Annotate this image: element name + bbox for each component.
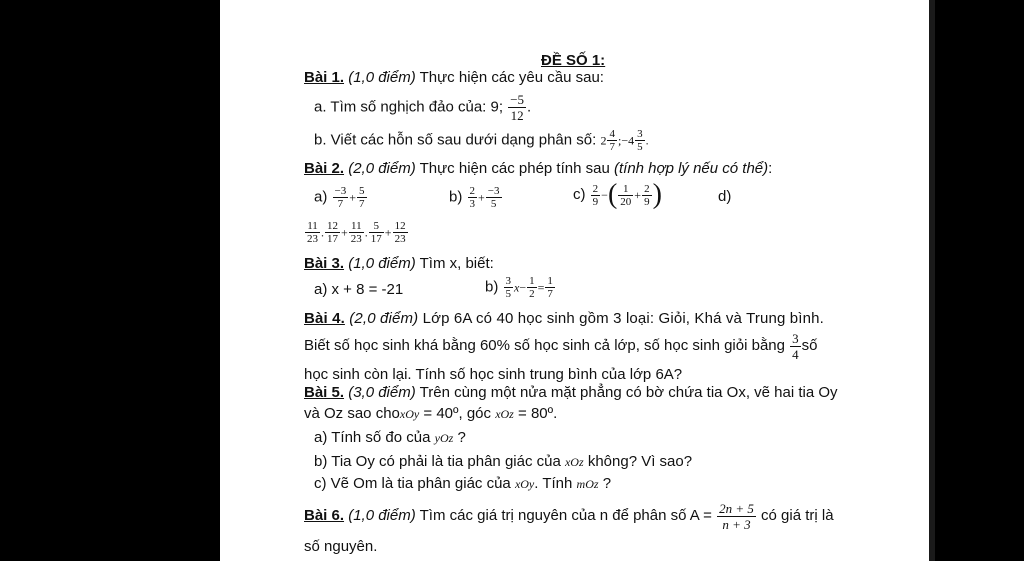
right-black-margin xyxy=(929,0,1024,561)
bai6-fraction: $\frac{2n + 5}{n + 3}$ xyxy=(719,500,754,532)
mixed1-fraction: $\frac{4}{7}$ xyxy=(609,128,615,153)
bai2-d-frac5: $\frac{12}{23}$ xyxy=(394,220,406,245)
bai1-b-text: b. Viết các hỗn số sau dưới dạng phân số: xyxy=(314,131,597,149)
angle-xoy-c: xOy xyxy=(514,477,535,491)
bai4-fraction: $\frac{3}{4}$ xyxy=(792,330,799,362)
bai1-a-end: . xyxy=(527,98,532,116)
bai2-item-d-label: d) xyxy=(718,188,732,205)
bai2-c-frac2: $\frac{1}{20}$ xyxy=(620,182,632,208)
bai2-heading: Bài 2. (2,0 điểm) Thực hiện các phép tính sau (tính hợp lý nếu có thể): xyxy=(304,160,773,177)
bai3-intro: Tìm x, biết: xyxy=(419,255,494,272)
bai2-c-frac1: $\frac{2}{9}$ xyxy=(592,182,599,208)
bai5-label: Bài 5. xyxy=(304,384,345,401)
bai1-item-a xyxy=(314,92,531,123)
bai5-item-a: a) Tính số đo của yOz ? xyxy=(314,429,466,446)
bai3-b-frac2: $\frac{1}{2}$ xyxy=(529,275,535,300)
bai6-line2: số nguyên. xyxy=(304,538,378,555)
bai3-heading xyxy=(304,255,494,273)
bai4-line2: Biết số học sinh khá bằng 60% số học sinh cả lớp, số học sinh giỏi bằng $\frac{3}{4}$ số xyxy=(304,330,818,362)
bai1-a-fraction: $\frac{-5}{12}$ xyxy=(510,92,525,123)
bai4-text-1: Lớp 6A có 40 học sinh gồm 3 loại: Giỏi, Khá và Trung bình. xyxy=(422,310,824,327)
bai3-b-frac3: $\frac{1}{7}$ xyxy=(547,275,553,300)
bai3-label: Bài 3. xyxy=(304,255,345,272)
angle-yoz: yOz xyxy=(434,431,454,445)
bai2-item-a: a) $\frac{-3}{7}$ + $\frac{5}{7}$ xyxy=(314,185,365,210)
mixed2-whole: −4 xyxy=(621,133,635,148)
bai2-b-frac1: $\frac{2}{3}$ xyxy=(469,185,476,210)
document-page xyxy=(220,0,929,561)
bai5-line2: và Oz sao choxOy = 40º, góc xOz = 80º. xyxy=(304,405,558,422)
bai5-item-b: b) Tia Oy có phải là tia phân giác của xOz không? Vì sao? xyxy=(314,453,693,470)
page-title: ĐỀ SỐ 1: xyxy=(541,52,606,69)
bai2-d-frac4: $\frac{5}{17}$ xyxy=(370,220,382,245)
bai1-intro: Thực hiện các yêu cầu sau: xyxy=(419,69,604,86)
bai5-points: (3,0 điểm) xyxy=(348,384,416,401)
mixed1-whole: 2 xyxy=(600,133,607,148)
bai2-item-c: c) $\frac{2}{9}$ −( $\frac{1}{20}$ + $\frac{2}{9}$ ) xyxy=(573,179,662,210)
bai1-points: (1,0 điểm) xyxy=(348,69,416,86)
bai2-c-frac3: $\frac{2}{9}$ xyxy=(644,182,650,208)
bai3-points: (1,0 điểm) xyxy=(348,255,416,272)
bai5-line1 xyxy=(304,384,838,402)
angle-xoz: xOz xyxy=(495,407,514,421)
bai2-a-frac1: $\frac{-3}{7}$ xyxy=(334,185,347,210)
bai5-item-c: c) Vẽ Om là tia phân giác của xOy. Tính mOz ? xyxy=(314,475,612,492)
bai1-heading xyxy=(304,69,604,87)
bai3-item-b: b) $\frac{3}{5}$ x− $\frac{1}{2}$ = $\frac{1}{7}$ xyxy=(485,275,553,300)
bai2-d-frac2: $\frac{12}{17}$ xyxy=(327,220,338,245)
bai2-b-frac2: $\frac{-3}{5}$ xyxy=(487,185,500,210)
bai2-note: (tính hợp lý nếu có thể) xyxy=(613,160,769,177)
angle-xoz-b: xOz xyxy=(564,455,584,469)
mixed2-fraction: $\frac{3}{5}$ xyxy=(637,128,643,153)
bai2-d-frac3: $\frac{11}{23}$ xyxy=(350,220,362,245)
bai2-item-d-expression: $\frac{11}{23}$ . $\frac{12}{17}$ + $\frac{11}{23}$ . $\frac{5}{17}$ + $\frac{12}{23}$ xyxy=(307,220,406,245)
bai1-item-b: b. Viết các hỗn số sau dưới dạng phân số: 2 $\frac{4}{7}$ ;−4 $\frac{3}{5}$ . xyxy=(314,128,649,153)
angle-xoy: xOy xyxy=(399,407,420,421)
bai2-label: Bài 2. xyxy=(304,160,345,177)
bai4-label: Bài 4. xyxy=(304,310,345,327)
left-black-margin xyxy=(0,0,220,561)
bai2-item-b: b) $\frac{2}{3}$ + $\frac{-3}{5}$ xyxy=(449,185,500,210)
bai6-points: (1,0 điểm) xyxy=(348,507,416,524)
bai4-line3: học sinh còn lại. Tính số học sinh trung bình của lớp 6A? xyxy=(304,366,683,383)
bai4-points: (2,0 điểm) xyxy=(349,310,419,327)
bai6-text-b: có giá trị là xyxy=(761,507,834,524)
angle-moz: mOz xyxy=(576,477,599,491)
bai1-a-text: a. Tìm số nghịch đảo của: 9; xyxy=(314,98,504,116)
bai6-label: Bài 6. xyxy=(304,507,345,524)
bai3-b-frac1: $\frac{3}{5}$ xyxy=(505,275,512,300)
bai4-line1 xyxy=(304,310,824,328)
bai4-text-2: Biết số học sinh khá bằng 60% số học sinh cả lớp, số học sinh giỏi bằng xyxy=(304,337,785,354)
bai2-points: (2,0 điểm) xyxy=(348,160,416,177)
bai2-d-frac1: $\frac{11}{23}$ xyxy=(307,220,318,245)
bai3-item-a: a) x + 8 = -21 xyxy=(314,281,404,298)
bai2-intro: Thực hiện các phép tính sau xyxy=(419,160,610,177)
bai6-line1 xyxy=(304,496,834,536)
bai5-text-1: Trên cùng một nửa mặt phẳng có bờ chứa tia Ox, vẽ hai tia Oy xyxy=(419,384,838,401)
page-edge-shadow xyxy=(929,0,935,561)
bai2-a-frac2: $\frac{5}{7}$ xyxy=(359,185,365,210)
bai1-label: Bài 1. xyxy=(304,69,345,86)
bai6-text-a: Tìm các giá trị nguyên của n để phân số A = xyxy=(419,507,712,524)
